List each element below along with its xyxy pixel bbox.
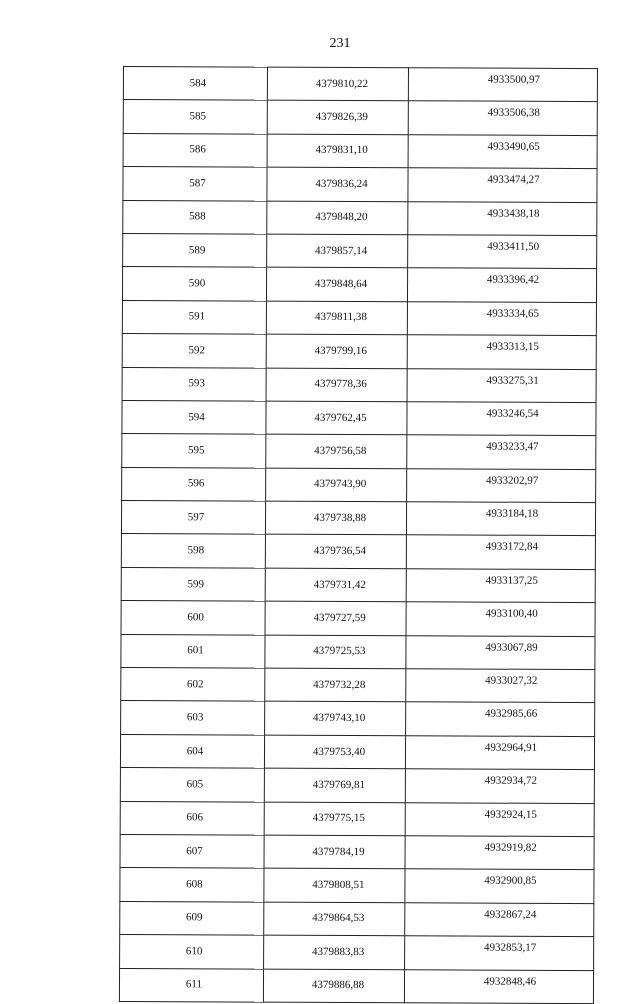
y-coordinate-cell: 4932848,46 — [404, 969, 593, 1003]
table-row — [122, 334, 596, 369]
table-row — [122, 467, 596, 502]
point-number-cell: 608 — [120, 868, 264, 902]
y-coordinate-cell: 4933490,65 — [408, 135, 597, 169]
point-number-cell: 594 — [122, 400, 266, 434]
y-coordinate-cell: 4933474,27 — [408, 168, 597, 202]
y-coordinate-cell: 4933246,54 — [407, 402, 596, 436]
point-number-cell: 591 — [122, 300, 266, 334]
point-number-cell: 589 — [123, 233, 267, 267]
table-row — [122, 434, 596, 469]
point-number-cell: 598 — [121, 534, 265, 568]
table-row — [123, 167, 597, 202]
x-coordinate-cell: 4379725,53 — [265, 635, 406, 669]
point-number-cell: 606 — [120, 801, 264, 835]
y-coordinate-cell: 4933411,50 — [408, 235, 597, 269]
table-row — [120, 868, 594, 903]
x-coordinate-cell: 4379826,39 — [267, 101, 408, 135]
coordinates-table-container — [123, 66, 562, 1002]
y-coordinate-cell: 4933067,89 — [406, 635, 595, 669]
x-coordinate-cell: 4379784,19 — [264, 835, 405, 869]
y-coordinate-cell: 4932934,72 — [405, 769, 594, 803]
y-coordinate-cell: 4933438,18 — [408, 201, 597, 235]
point-number-cell: 597 — [121, 501, 265, 535]
table-row — [123, 100, 597, 135]
point-number-cell: 602 — [121, 668, 265, 702]
point-number-cell: 588 — [123, 200, 267, 234]
point-number-cell: 599 — [121, 567, 265, 601]
y-coordinate-cell: 4933027,32 — [406, 669, 595, 703]
point-number-cell: 601 — [121, 634, 265, 668]
x-coordinate-cell: 4379732,28 — [265, 668, 406, 702]
y-coordinate-cell: 4932985,66 — [406, 702, 595, 736]
y-coordinate-cell: 4933137,25 — [406, 569, 595, 603]
x-coordinate-cell: 4379743,10 — [265, 702, 406, 736]
point-number-cell: 596 — [122, 467, 266, 501]
point-number-cell: 611 — [119, 968, 263, 1002]
x-coordinate-cell: 4379811,38 — [266, 301, 407, 335]
y-coordinate-cell: 4932919,82 — [405, 836, 594, 870]
point-number-cell: 604 — [120, 734, 264, 768]
coordinates-table-body — [119, 67, 597, 1004]
x-coordinate-cell: 4379799,16 — [266, 334, 407, 368]
table-row — [122, 400, 596, 435]
x-coordinate-cell: 4379831,10 — [267, 134, 408, 168]
table-row — [123, 200, 597, 235]
y-coordinate-cell: 4933172,84 — [406, 535, 595, 569]
y-coordinate-cell: 4932924,15 — [405, 802, 594, 836]
x-coordinate-cell: 4379743,90 — [266, 468, 407, 502]
point-number-cell: 605 — [120, 768, 264, 802]
table-row — [120, 901, 594, 936]
point-number-cell: 584 — [123, 67, 267, 101]
x-coordinate-cell: 4379727,59 — [265, 601, 406, 635]
y-coordinate-cell: 4933500,97 — [408, 68, 597, 102]
table-row — [121, 534, 595, 569]
table-row — [123, 233, 597, 268]
y-coordinate-cell: 4933100,40 — [406, 602, 595, 636]
point-number-cell: 590 — [122, 267, 266, 301]
x-coordinate-cell: 4379864,53 — [264, 902, 405, 936]
x-coordinate-cell: 4379769,81 — [264, 768, 405, 802]
y-coordinate-cell: 4933334,65 — [407, 301, 596, 335]
x-coordinate-cell: 4379738,88 — [265, 501, 406, 535]
y-coordinate-cell: 4933202,97 — [407, 468, 596, 502]
table-row — [121, 567, 595, 602]
y-coordinate-cell: 4933396,42 — [407, 268, 596, 302]
table-row — [120, 834, 594, 869]
x-coordinate-cell: 4379753,40 — [264, 735, 405, 769]
table-row — [120, 935, 594, 970]
x-coordinate-cell: 4379808,51 — [264, 868, 405, 902]
x-coordinate-cell: 4379848,64 — [266, 267, 407, 301]
table-row — [121, 634, 595, 669]
table-row — [121, 668, 595, 703]
x-coordinate-cell: 4379731,42 — [265, 568, 406, 602]
y-coordinate-cell: 4932867,24 — [405, 903, 594, 937]
x-coordinate-cell: 4379857,14 — [267, 234, 408, 268]
table-row — [119, 968, 593, 1003]
y-coordinate-cell: 4933184,18 — [406, 502, 595, 536]
y-coordinate-cell: 4933313,15 — [407, 335, 596, 369]
table-row — [123, 67, 597, 102]
point-number-cell: 600 — [121, 601, 265, 635]
point-number-cell: 603 — [121, 701, 265, 735]
point-number-cell: 607 — [120, 834, 264, 868]
y-coordinate-cell: 4932900,85 — [405, 869, 594, 903]
y-coordinate-cell: 4933275,31 — [407, 368, 596, 402]
y-coordinate-cell: 4932853,17 — [405, 936, 594, 970]
table-row — [121, 601, 595, 636]
table-row — [122, 267, 596, 302]
page-number: 231 — [329, 36, 351, 51]
table-row — [123, 133, 597, 168]
point-number-cell: 592 — [122, 334, 266, 368]
table-row — [122, 300, 596, 335]
point-number-cell: 595 — [122, 434, 266, 468]
y-coordinate-cell: 4933233,47 — [407, 435, 596, 469]
point-number-cell: 586 — [123, 133, 267, 167]
table-row — [122, 367, 596, 402]
x-coordinate-cell: 4379883,83 — [264, 935, 405, 969]
x-coordinate-cell: 4379848,20 — [267, 201, 408, 235]
point-number-cell: 593 — [122, 367, 266, 401]
y-coordinate-cell: 4933506,38 — [408, 101, 597, 135]
table-row — [120, 768, 594, 803]
table-row — [121, 501, 595, 536]
x-coordinate-cell: 4379778,36 — [266, 368, 407, 402]
x-coordinate-cell: 4379836,24 — [267, 167, 408, 201]
point-number-cell: 610 — [120, 935, 264, 969]
coordinates-table — [119, 66, 598, 1004]
x-coordinate-cell: 4379810,22 — [267, 67, 408, 101]
table-row — [121, 701, 595, 736]
x-coordinate-cell: 4379756,58 — [266, 434, 407, 468]
table-row — [120, 801, 594, 836]
point-number-cell: 587 — [123, 167, 267, 201]
y-coordinate-cell: 4932964,91 — [405, 736, 594, 770]
x-coordinate-cell: 4379886,88 — [263, 969, 404, 1003]
point-number-cell: 585 — [123, 100, 267, 134]
x-coordinate-cell: 4379762,45 — [266, 401, 407, 435]
x-coordinate-cell: 4379775,15 — [264, 802, 405, 836]
table-row — [120, 734, 594, 769]
point-number-cell: 609 — [120, 901, 264, 935]
x-coordinate-cell: 4379736,54 — [265, 535, 406, 569]
